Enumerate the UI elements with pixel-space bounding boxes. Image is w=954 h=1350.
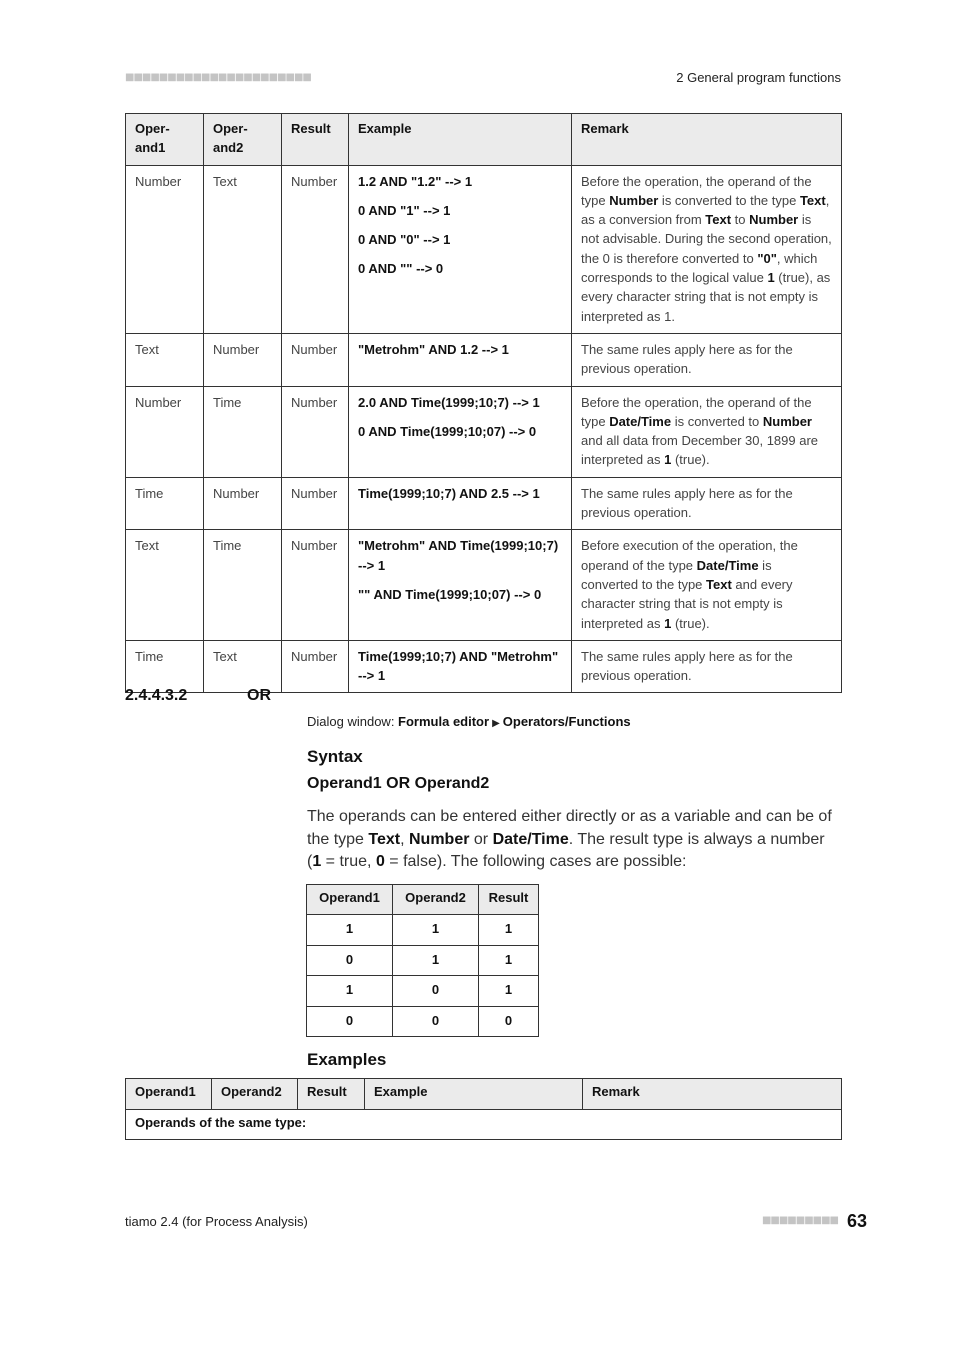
- cell-operand2: Time: [204, 386, 282, 477]
- arrow-right-icon: ▶: [492, 718, 500, 729]
- footer-decoration: ■■■■■■■■■: [761, 1215, 838, 1226]
- cell-operand1: Text: [126, 333, 204, 386]
- table-header-row: [307, 885, 539, 915]
- cell-example: [349, 640, 572, 693]
- cell-operand1: 0: [307, 1006, 393, 1037]
- section-heading: [125, 687, 271, 705]
- cell-example: [349, 165, 572, 333]
- chapter-title: 2 General program functions: [676, 70, 841, 85]
- cell-remark: Before the operation, the operand of the type Number is converted to the type Text, as a conversion from Text to Number is not advisable. During the second operation, the 0 is therefore converted to "0", which corresponds to the logical value 1 (true), as every character string that is not empty is interpreted as 1.: [572, 165, 842, 333]
- cell-operand2: 1: [393, 915, 479, 946]
- cell-result: Number: [282, 530, 349, 640]
- cell-operand2: Time: [204, 530, 282, 640]
- description-paragraph: The operands can be entered either directly or as a variable and can be of the type Text, Number or Date/Time. The result type is always a number (1 = true, 0 = false). The following cases are possible:: [307, 808, 832, 870]
- dialog-prefix: Dialog window:: [307, 714, 399, 729]
- cell-result: Number: [282, 640, 349, 693]
- syntax-heading: Syntax: [307, 747, 363, 766]
- cell-operand1: Number: [126, 165, 204, 333]
- table-row: [126, 640, 842, 693]
- header-result: Result: [298, 1079, 365, 1110]
- table-row: [126, 530, 842, 640]
- header-operand1: Operand1: [126, 1079, 212, 1110]
- example-expression: Time(1999;10;7) AND 2.5 --> 1: [358, 485, 540, 501]
- cell-remark: Before the operation, the operand of the type Date/Time is converted to Number and all data from December 30, 1899 are interpreted as 1 (true).: [572, 386, 842, 477]
- examples-table: [125, 1078, 842, 1140]
- header-operand1: Operand1: [307, 885, 393, 915]
- table-row: [126, 386, 842, 477]
- header-operand2: Operand2: [212, 1079, 298, 1110]
- cell-remark: Before execution of the operation, the operand of the type Date/Time is converted to the type Text and every character string that is not empty is interpreted as 1 (true).: [572, 530, 842, 640]
- examples-heading: Examples: [307, 1050, 387, 1069]
- cell-operand2: Number: [204, 477, 282, 530]
- table-group-row: [126, 1110, 842, 1140]
- truth-table-row: [307, 976, 539, 1007]
- header-operand1: Oper- and1: [126, 114, 204, 166]
- page-number: 63: [846, 1211, 867, 1231]
- dialog-path-formula-editor: Formula editor: [398, 714, 490, 729]
- cell-result: 1: [479, 945, 539, 976]
- or-truth-table: [306, 884, 539, 1037]
- cell-operand2: Text: [204, 165, 282, 333]
- and-operator-table: [125, 113, 842, 693]
- section-title: OR: [247, 687, 271, 704]
- footer-product: tiamo 2.4 (for Process Analysis): [125, 1214, 308, 1229]
- truth-table-row: [307, 915, 539, 946]
- section-number: 2.4.4.3.2: [125, 687, 188, 704]
- table-row: [126, 333, 842, 386]
- cell-operand1: Text: [126, 530, 204, 640]
- cell-operand2: 0: [393, 976, 479, 1007]
- cell-result: 1: [479, 976, 539, 1007]
- cell-operand2: 1: [393, 945, 479, 976]
- header-example: Example: [349, 114, 572, 166]
- cell-operand2: Text: [204, 640, 282, 693]
- header-remark: Remark: [583, 1079, 842, 1110]
- example-expression: 0 AND "0" --> 1: [358, 232, 451, 248]
- header-result: Result: [282, 114, 349, 166]
- cell-operand1: 0: [307, 945, 393, 976]
- truth-table-row: [307, 1006, 539, 1037]
- cell-operand1: Number: [126, 386, 204, 477]
- table-row: [126, 477, 842, 530]
- cell-example: [349, 477, 572, 530]
- cell-operand1: 1: [307, 915, 393, 946]
- cell-operand1: 1: [307, 976, 393, 1007]
- example-expression: 0 AND Time(1999;10;07) --> 0: [358, 423, 537, 439]
- cell-result: Number: [282, 386, 349, 477]
- table-row: [126, 165, 842, 333]
- header-example: Example: [365, 1079, 583, 1110]
- example-expression: Time(1999;10;7) AND "Metrohm" --> 1: [358, 648, 559, 684]
- cell-operand1: Time: [126, 477, 204, 530]
- cell-remark: The same rules apply here as for the previous operation.: [572, 333, 842, 386]
- cell-result: Number: [282, 165, 349, 333]
- cell-example: [349, 333, 572, 386]
- header-operand2: Oper- and2: [204, 114, 282, 166]
- example-expression: "Metrohm" AND 1.2 --> 1: [358, 341, 509, 357]
- example-expression: "" AND Time(1999;10;07) --> 0: [358, 586, 542, 602]
- cell-remark: The same rules apply here as for the previous operation.: [572, 477, 842, 530]
- group-label: Operands of the same type:: [126, 1110, 842, 1140]
- example-expression: 1.2 AND "1.2" --> 1: [358, 173, 473, 189]
- cell-result: Number: [282, 477, 349, 530]
- cell-result: 1: [479, 915, 539, 946]
- example-expression: 0 AND "" --> 0: [358, 261, 444, 277]
- table-header-row: [126, 1079, 842, 1110]
- cell-operand2: Number: [204, 333, 282, 386]
- dialog-path: [307, 714, 631, 729]
- dialog-path-operators: Operators/Functions: [502, 714, 631, 729]
- header-remark: Remark: [572, 114, 842, 166]
- cell-operand2: 0: [393, 1006, 479, 1037]
- truth-table-row: [307, 945, 539, 976]
- header-result: Result: [479, 885, 539, 915]
- cell-example: [349, 530, 572, 640]
- syntax-expression: Operand1 OR Operand2: [307, 775, 490, 792]
- cell-result: 0: [479, 1006, 539, 1037]
- header-decoration: ■■■■■■■■■■■■■■■■■■■■■■: [125, 72, 311, 83]
- cell-example: [349, 386, 572, 477]
- cell-remark: The same rules apply here as for the previous operation.: [572, 640, 842, 693]
- cell-result: Number: [282, 333, 349, 386]
- cell-operand1: Time: [126, 640, 204, 693]
- example-expression: 0 AND "1" --> 1: [358, 202, 451, 218]
- example-expression: 2.0 AND Time(1999;10;7) --> 1: [358, 394, 540, 410]
- header-operand2: Operand2: [393, 885, 479, 915]
- example-expression: "Metrohm" AND Time(1999;10;7) --> 1: [358, 538, 559, 573]
- table-header-row: [126, 114, 842, 166]
